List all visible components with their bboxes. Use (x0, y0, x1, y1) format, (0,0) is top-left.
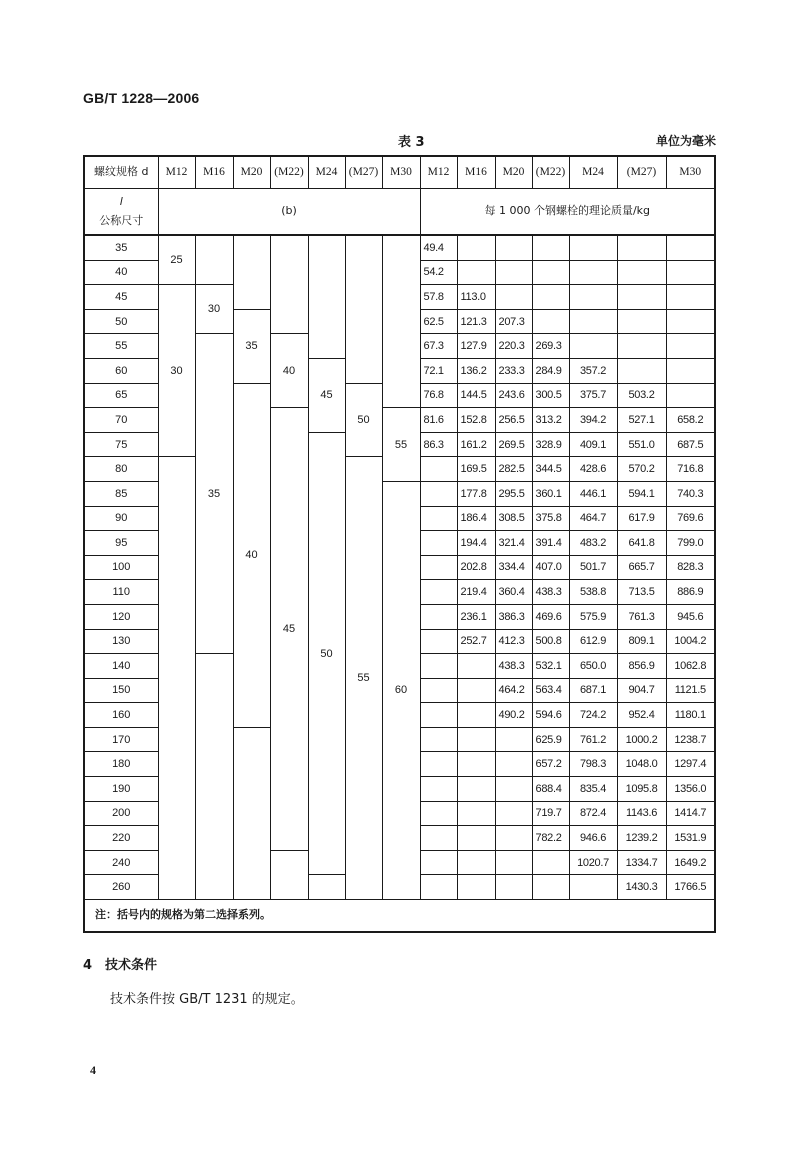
mass-cell (495, 727, 532, 752)
length-cell: 40 (84, 260, 158, 285)
mass-column-header: M30 (666, 156, 715, 189)
mass-cell: 1095.8 (617, 777, 666, 802)
mass-cell: 1062.8 (666, 654, 715, 679)
table-caption: 表 3 (398, 135, 425, 150)
mass-cell (420, 826, 457, 851)
b-column-header: M16 (195, 156, 233, 189)
mass-cell: 532.1 (532, 654, 569, 679)
length-cell: 190 (84, 777, 158, 802)
mass-cell: 177.8 (457, 481, 495, 506)
mass-cell: 687.5 (666, 432, 715, 457)
mass-cell: 464.7 (569, 506, 617, 531)
section-number: 4 (83, 958, 93, 973)
table-row (84, 235, 715, 260)
mass-cell: 360.4 (495, 580, 532, 605)
mass-cell: 76.8 (420, 383, 457, 408)
mass-cell (420, 481, 457, 506)
mass-cell: 391.4 (532, 531, 569, 556)
mass-cell (420, 506, 457, 531)
mass-cell: 243.6 (495, 383, 532, 408)
b-value-cell: 40 (270, 334, 308, 408)
mass-cell: 67.3 (420, 334, 457, 359)
mass-cell: 194.4 (457, 531, 495, 556)
mass-cell: 625.9 (532, 727, 569, 752)
mass-cell (532, 285, 569, 310)
length-cell: 110 (84, 580, 158, 605)
mass-column-header: M24 (569, 156, 617, 189)
mass-cell: 799.0 (666, 531, 715, 556)
mass-cell: 252.7 (457, 629, 495, 654)
mass-cell: 687.1 (569, 678, 617, 703)
mass-cell: 152.8 (457, 408, 495, 433)
mass-cell: 186.4 (457, 506, 495, 531)
mass-cell (457, 703, 495, 728)
length-cell: 100 (84, 555, 158, 580)
page-number: 4 (90, 1063, 96, 1077)
mass-cell: 594.6 (532, 703, 569, 728)
mass-cell (495, 285, 532, 310)
mass-cell: 563.4 (532, 678, 569, 703)
mass-cell (569, 875, 617, 900)
b-value-cell (382, 235, 420, 408)
mass-cell: 357.2 (569, 358, 617, 383)
mass-cell: 1020.7 (569, 850, 617, 875)
b-value-cell (158, 457, 195, 900)
mass-cell: 835.4 (569, 777, 617, 802)
mass-cell (420, 703, 457, 728)
b-value-cell: 55 (382, 408, 420, 482)
mass-cell (617, 334, 666, 359)
b-value-cell (308, 235, 345, 358)
mass-cell (420, 580, 457, 605)
mass-cell (420, 654, 457, 679)
mass-cell: 1143.6 (617, 801, 666, 826)
mass-cell (532, 875, 569, 900)
mass-cell (495, 826, 532, 851)
mass-cell: 282.5 (495, 457, 532, 482)
length-cell: 95 (84, 531, 158, 556)
mass-cell: 761.3 (617, 604, 666, 629)
mass-cell (420, 777, 457, 802)
b-value-cell: 45 (270, 408, 308, 851)
mass-cell: 344.5 (532, 457, 569, 482)
mass-cell (420, 752, 457, 777)
mass-cell: 641.8 (617, 531, 666, 556)
mass-cell: 724.2 (569, 703, 617, 728)
mass-cell: 295.5 (495, 481, 532, 506)
section-body: 技术条件按 GB/T 1231 的规定。 (110, 992, 304, 1007)
length-cell: 150 (84, 678, 158, 703)
section-heading (83, 954, 157, 973)
mass-cell: 1004.2 (666, 629, 715, 654)
mass-cell (420, 850, 457, 875)
length-cell: 50 (84, 309, 158, 334)
mass-cell: 300.5 (532, 383, 569, 408)
b-value-cell (233, 235, 270, 309)
mass-cell (420, 629, 457, 654)
b-value-cell: 35 (233, 309, 270, 383)
mass-cell (420, 875, 457, 900)
mass-cell: 207.3 (495, 309, 532, 334)
length-cell: 140 (84, 654, 158, 679)
mass-cell: 657.2 (532, 752, 569, 777)
mass-cell: 904.7 (617, 678, 666, 703)
mass-cell (666, 285, 715, 310)
mass-cell: 952.4 (617, 703, 666, 728)
nominal-length-label: l 公称尺寸 (84, 189, 158, 236)
mass-cell (457, 826, 495, 851)
mass-cell (569, 285, 617, 310)
b-value-cell: 55 (345, 457, 382, 900)
mass-cell (666, 358, 715, 383)
mass-cell (532, 260, 569, 285)
mass-cell: 1048.0 (617, 752, 666, 777)
mass-cell: 716.8 (666, 457, 715, 482)
mass-cell: 375.7 (569, 383, 617, 408)
mass-cell: 57.8 (420, 285, 457, 310)
mass-cell: 1356.0 (666, 777, 715, 802)
mass-cell: 1334.7 (617, 850, 666, 875)
mass-cell: 500.8 (532, 629, 569, 654)
length-cell: 120 (84, 604, 158, 629)
b-value-cell (270, 850, 308, 899)
mass-cell (495, 260, 532, 285)
mass-cell (457, 850, 495, 875)
mass-cell (457, 235, 495, 260)
length-cell: 260 (84, 875, 158, 900)
length-cell: 180 (84, 752, 158, 777)
mass-cell: 828.3 (666, 555, 715, 580)
length-cell: 90 (84, 506, 158, 531)
mass-cell: 945.6 (666, 604, 715, 629)
mass-cell: 1531.9 (666, 826, 715, 851)
b-value-cell (270, 235, 308, 334)
mass-cell (420, 555, 457, 580)
mass-cell (666, 334, 715, 359)
mass-cell: 121.3 (457, 309, 495, 334)
mass-cell: 617.9 (617, 506, 666, 531)
length-cell: 170 (84, 727, 158, 752)
mass-cell: 313.2 (532, 408, 569, 433)
b-value-cell: 60 (382, 481, 420, 899)
mass-cell (495, 875, 532, 900)
mass-cell: 446.1 (569, 481, 617, 506)
mass-cell: 570.2 (617, 457, 666, 482)
mass-cell (617, 260, 666, 285)
mass-cell: 375.8 (532, 506, 569, 531)
mass-cell: 284.9 (532, 358, 569, 383)
b-column-header: M20 (233, 156, 270, 189)
length-cell: 45 (84, 285, 158, 310)
mass-cell: 740.3 (666, 481, 715, 506)
mass-cell: 665.7 (617, 555, 666, 580)
mass-cell: 438.3 (495, 654, 532, 679)
mass-cell: 161.2 (457, 432, 495, 457)
mass-cell: 407.0 (532, 555, 569, 580)
length-cell: 75 (84, 432, 158, 457)
mass-cell (457, 875, 495, 900)
mass-column-header: (M27) (617, 156, 666, 189)
mass-cell (457, 727, 495, 752)
mass-cell (666, 235, 715, 260)
mass-cell: 483.2 (569, 531, 617, 556)
length-cell: 80 (84, 457, 158, 482)
mass-cell: 658.2 (666, 408, 715, 433)
b-value-cell: 30 (195, 285, 233, 334)
mass-cell (569, 235, 617, 260)
mass-cell: 49.4 (420, 235, 457, 260)
mass-cell: 220.3 (495, 334, 532, 359)
mass-cell: 269.3 (532, 334, 569, 359)
mass-cell: 782.2 (532, 826, 569, 851)
mass-cell (495, 777, 532, 802)
mass-cell (532, 309, 569, 334)
mass-cell (420, 678, 457, 703)
mass-cell (617, 235, 666, 260)
table-note: 注：括号内的规格为第二选择系列。 (84, 900, 715, 933)
mass-cell: 269.5 (495, 432, 532, 457)
length-cell: 130 (84, 629, 158, 654)
mass-cell: 872.4 (569, 801, 617, 826)
mass-cell: 136.2 (457, 358, 495, 383)
mass-cell: 886.9 (666, 580, 715, 605)
length-cell: 160 (84, 703, 158, 728)
mass-cell: 1297.4 (666, 752, 715, 777)
mass-cell: 769.6 (666, 506, 715, 531)
b-value-cell (308, 875, 345, 900)
mass-column-header: (M22) (532, 156, 569, 189)
mass-cell: 538.8 (569, 580, 617, 605)
mass-cell: 761.2 (569, 727, 617, 752)
mass-cell (532, 235, 569, 260)
mass-cell (569, 334, 617, 359)
unit-note: 单位为毫米 (655, 134, 716, 148)
mass-cell: 612.9 (569, 629, 617, 654)
mass-cell (495, 752, 532, 777)
mass-cell: 360.1 (532, 481, 569, 506)
thread-spec-label: 螺纹规格 d (84, 156, 158, 189)
mass-cell: 1766.5 (666, 875, 715, 900)
mass-cell: 527.1 (617, 408, 666, 433)
length-cell: 85 (84, 481, 158, 506)
b-value-cell: 50 (345, 383, 382, 457)
b-value-cell (233, 727, 270, 899)
mass-cell (617, 285, 666, 310)
mass-cell (420, 801, 457, 826)
mass-cell: 233.3 (495, 358, 532, 383)
mass-cell: 308.5 (495, 506, 532, 531)
bolt-spec-table (83, 155, 716, 933)
mass-cell: 409.1 (569, 432, 617, 457)
b-value-cell (195, 654, 233, 900)
mass-cell (420, 531, 457, 556)
mass-cell: 113.0 (457, 285, 495, 310)
mass-cell: 169.5 (457, 457, 495, 482)
mass-cell: 1649.2 (666, 850, 715, 875)
mass-group-label: 每 1 000 个钢螺栓的理论质量/kg (420, 189, 715, 236)
mass-column-header: M16 (457, 156, 495, 189)
mass-cell: 490.2 (495, 703, 532, 728)
mass-cell: 412.3 (495, 629, 532, 654)
mass-cell (495, 850, 532, 875)
mass-cell: 236.1 (457, 604, 495, 629)
b-value-cell: 30 (158, 285, 195, 457)
length-cell: 35 (84, 235, 158, 260)
b-column-header: M12 (158, 156, 195, 189)
length-cell: 65 (84, 383, 158, 408)
mass-cell: 62.5 (420, 309, 457, 334)
mass-cell: 127.9 (457, 334, 495, 359)
mass-cell (569, 260, 617, 285)
mass-cell (617, 358, 666, 383)
b-column-header: (M22) (270, 156, 308, 189)
mass-cell (532, 850, 569, 875)
b-value-cell: 25 (158, 235, 195, 285)
section-title: 技术条件 (105, 958, 158, 973)
mass-cell: 688.4 (532, 777, 569, 802)
mass-cell (420, 457, 457, 482)
mass-cell (666, 260, 715, 285)
mass-cell: 1414.7 (666, 801, 715, 826)
standard-code: GB/T 1228—2006 (83, 90, 200, 106)
length-cell: 70 (84, 408, 158, 433)
mass-cell (495, 235, 532, 260)
mass-cell: 394.2 (569, 408, 617, 433)
mass-cell: 501.7 (569, 555, 617, 580)
mass-cell: 334.4 (495, 555, 532, 580)
mass-cell: 328.9 (532, 432, 569, 457)
mass-cell: 81.6 (420, 408, 457, 433)
mass-cell: 202.8 (457, 555, 495, 580)
b-column-header: (M27) (345, 156, 382, 189)
mass-column-header: M12 (420, 156, 457, 189)
mass-cell (666, 383, 715, 408)
mass-cell: 946.6 (569, 826, 617, 851)
mass-cell: 798.3 (569, 752, 617, 777)
b-value-cell: 40 (233, 383, 270, 727)
mass-cell: 1430.3 (617, 875, 666, 900)
mass-cell: 72.1 (420, 358, 457, 383)
mass-cell: 1180.1 (666, 703, 715, 728)
mass-cell: 503.2 (617, 383, 666, 408)
length-cell: 220 (84, 826, 158, 851)
mass-cell: 428.6 (569, 457, 617, 482)
b-group-label: (b) (158, 189, 420, 236)
mass-cell: 219.4 (457, 580, 495, 605)
mass-cell: 464.2 (495, 678, 532, 703)
b-value-cell (345, 235, 382, 383)
mass-cell: 713.5 (617, 580, 666, 605)
mass-cell: 856.9 (617, 654, 666, 679)
mass-cell: 650.0 (569, 654, 617, 679)
mass-cell (617, 309, 666, 334)
mass-cell (457, 654, 495, 679)
mass-cell: 54.2 (420, 260, 457, 285)
mass-cell: 1238.7 (666, 727, 715, 752)
mass-cell (457, 678, 495, 703)
length-cell: 200 (84, 801, 158, 826)
length-cell: 55 (84, 334, 158, 359)
mass-column-header: M20 (495, 156, 532, 189)
mass-cell: 469.6 (532, 604, 569, 629)
mass-cell (457, 752, 495, 777)
mass-cell (457, 260, 495, 285)
mass-cell (569, 309, 617, 334)
mass-cell: 1000.2 (617, 727, 666, 752)
mass-cell: 438.3 (532, 580, 569, 605)
b-column-header: M30 (382, 156, 420, 189)
mass-cell (457, 777, 495, 802)
mass-cell (420, 727, 457, 752)
mass-cell: 551.0 (617, 432, 666, 457)
mass-cell: 719.7 (532, 801, 569, 826)
b-value-cell (195, 235, 233, 285)
length-cell: 240 (84, 850, 158, 875)
mass-cell: 575.9 (569, 604, 617, 629)
mass-cell: 386.3 (495, 604, 532, 629)
mass-cell: 321.4 (495, 531, 532, 556)
mass-cell: 809.1 (617, 629, 666, 654)
b-value-cell: 45 (308, 358, 345, 432)
length-cell: 60 (84, 358, 158, 383)
mass-cell: 1239.2 (617, 826, 666, 851)
mass-cell: 144.5 (457, 383, 495, 408)
mass-cell (666, 309, 715, 334)
b-value-cell: 50 (308, 432, 345, 875)
mass-cell (495, 801, 532, 826)
b-column-header: M24 (308, 156, 345, 189)
mass-cell: 256.5 (495, 408, 532, 433)
b-value-cell: 35 (195, 334, 233, 654)
mass-cell (457, 801, 495, 826)
mass-cell: 86.3 (420, 432, 457, 457)
mass-cell (420, 604, 457, 629)
mass-cell: 594.1 (617, 481, 666, 506)
mass-cell: 1121.5 (666, 678, 715, 703)
